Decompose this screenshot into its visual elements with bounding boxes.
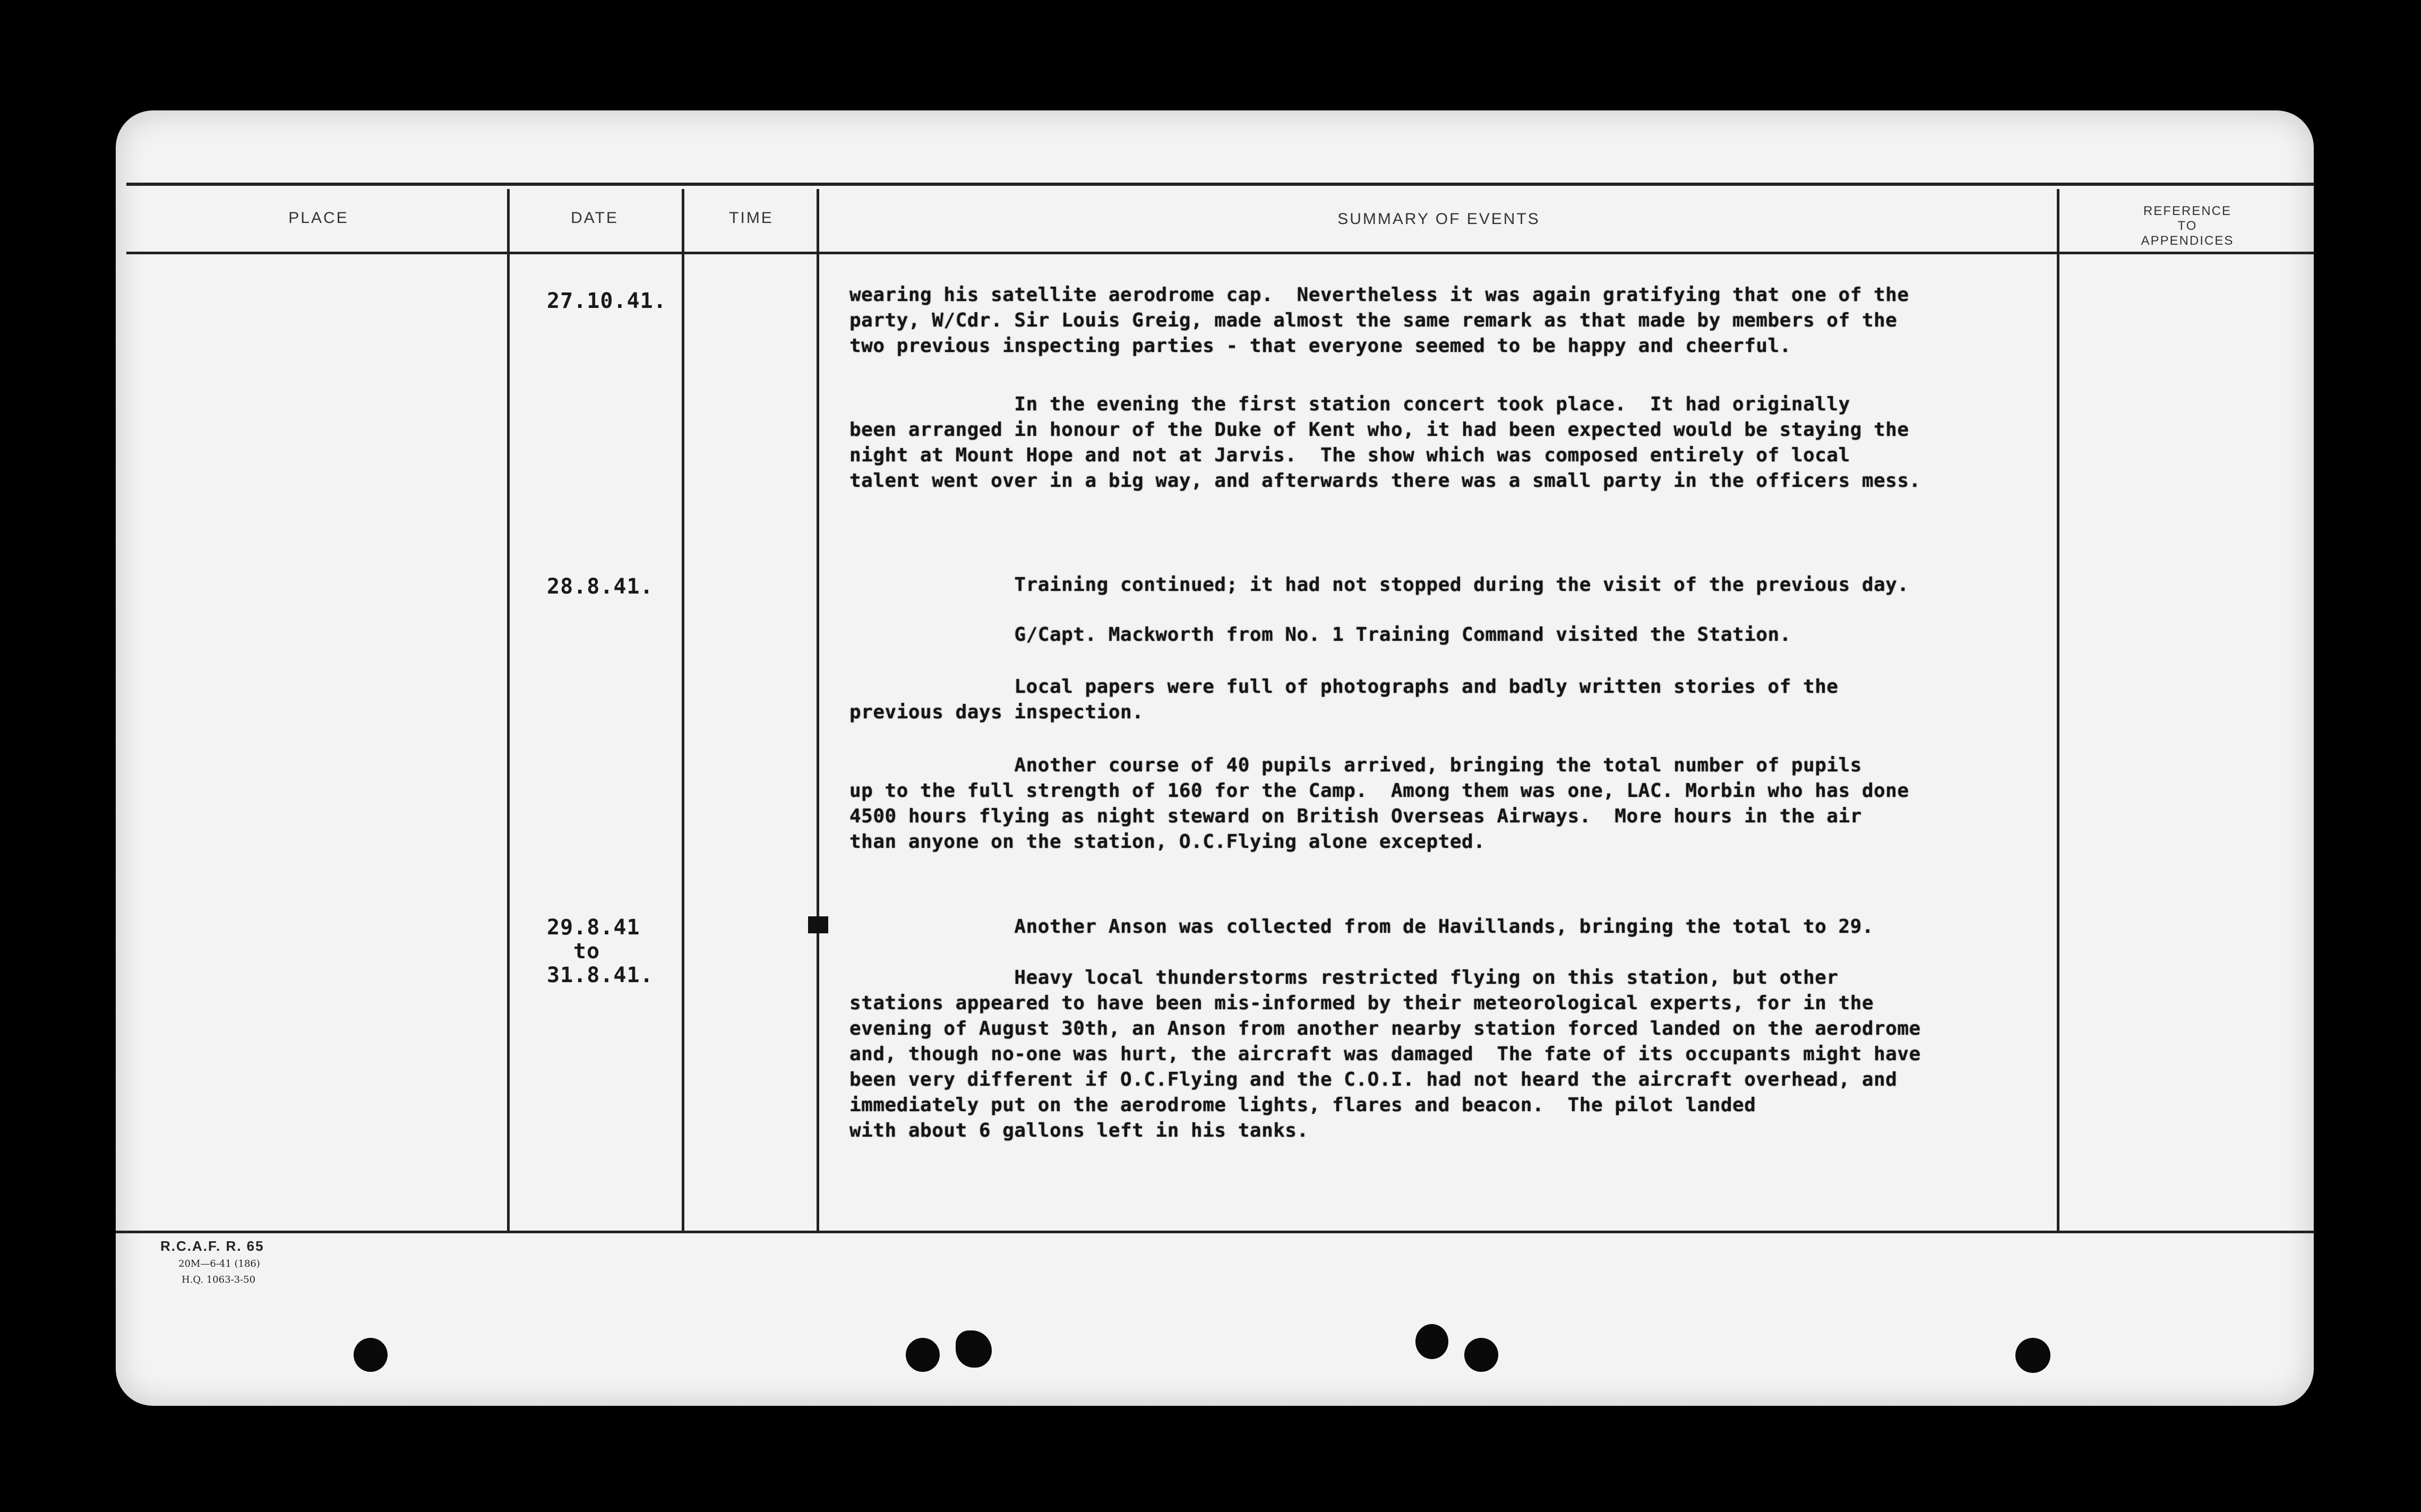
top-rule [126, 183, 2314, 186]
summary-paragraph: Training continued; it had not stopped during the visit of the previous day. [849, 574, 1909, 596]
binder-hole [354, 1338, 388, 1372]
struck-out-time-mark [808, 916, 828, 933]
summary-paragraph: G/Capt. Mackworth from No. 1 Training Command visited the Station. [849, 624, 1791, 646]
print-code: 20M—6-41 (186) [178, 1258, 260, 1269]
binder-hole [1464, 1338, 1498, 1372]
summary-paragraph: wearing his satellite aerodrome cap. Nevertheless it was again gratifying that one of the party, W/Cdr. Sir Louis Greig, made almost the same remark as that made by members of the two previous inspecting parties - that everyone seemed to be happy and cheerful. [849, 284, 1909, 357]
summary-paragraph: In the evening the first station concert took place. It had originally been arranged in honour of the Duke of Kent who, it had been expected would be staying the night at Mount Hope and not at Jarvis. The show which was composed entirely of local talent went over in a big way, and afterwards there was a small party in the officers mess. [849, 393, 1921, 492]
summary-column-header: SUMMARY OF EVENTS [1337, 210, 1540, 228]
summary-paragraph: Another course of 40 pupils arrived, bringing the total number of pupils up to the full strength of 160 for the Camp. Among them was one, LAC. Morbin who has done 4500 hours flying as night steward on British Overseas Airways. More hours in the air than anyone on the station, O.C.Flying alone excepted. [849, 754, 1909, 853]
date-column-rule [507, 189, 510, 1231]
reference-column-rule [2057, 189, 2059, 1231]
date-column-header: DATE [571, 209, 619, 227]
entry-date-to: to [573, 939, 600, 964]
binder-hole [906, 1338, 940, 1372]
summary-paragraph: Another Anson was collected from de Havillands, bringing the total to 29. [849, 916, 1874, 938]
entry-date: 28.8.41. [547, 574, 654, 599]
time-column-rule [682, 189, 684, 1231]
time-column-header: TIME [729, 209, 774, 227]
entry-date-start: 29.8.41 [547, 915, 640, 940]
entry-date-range [547, 914, 654, 989]
header-rule [126, 252, 2314, 254]
summary-paragraph: Local papers were full of photographs and badly written stories of the previous days inspection. [849, 676, 1839, 723]
summary-paragraph: Heavy local thunderstorms restricted flying on this station, but other stations appeared to have been mis-informed by their meteorological experts, for in the evening of August 30th, an Anson from another nearby station forced landed on the aerodrome and, though no-one was hurt, the aircraft was damaged The fate of its occupants might have been very different if O.C.Flying and the C.O.I. had not heard the aircraft overhead, and immediately put on the aerodrome lights, flares and beacon. The pilot landed with about 6 gallons left in his tanks. [849, 967, 1921, 1141]
reference-header-line3: APPENDICES [2141, 234, 2234, 248]
binder-hole [1415, 1324, 1448, 1359]
hq-reference: H.Q. 1063-3-50 [182, 1274, 256, 1285]
entry-date: 27.10.41. [547, 289, 667, 313]
entry-date-end: 31.8.41. [547, 963, 654, 987]
place-column-header: PLACE [288, 209, 349, 227]
reference-header-line2: TO [2177, 219, 2197, 233]
form-id: R.C.A.F. R. 65 [160, 1238, 264, 1254]
binder-hole [2015, 1338, 2050, 1373]
reference-header-line1: REFERENCE [2143, 204, 2232, 218]
reference-column-header [2060, 204, 2315, 248]
bottom-rule [116, 1231, 2314, 1233]
summary-column-rule [817, 189, 819, 1231]
